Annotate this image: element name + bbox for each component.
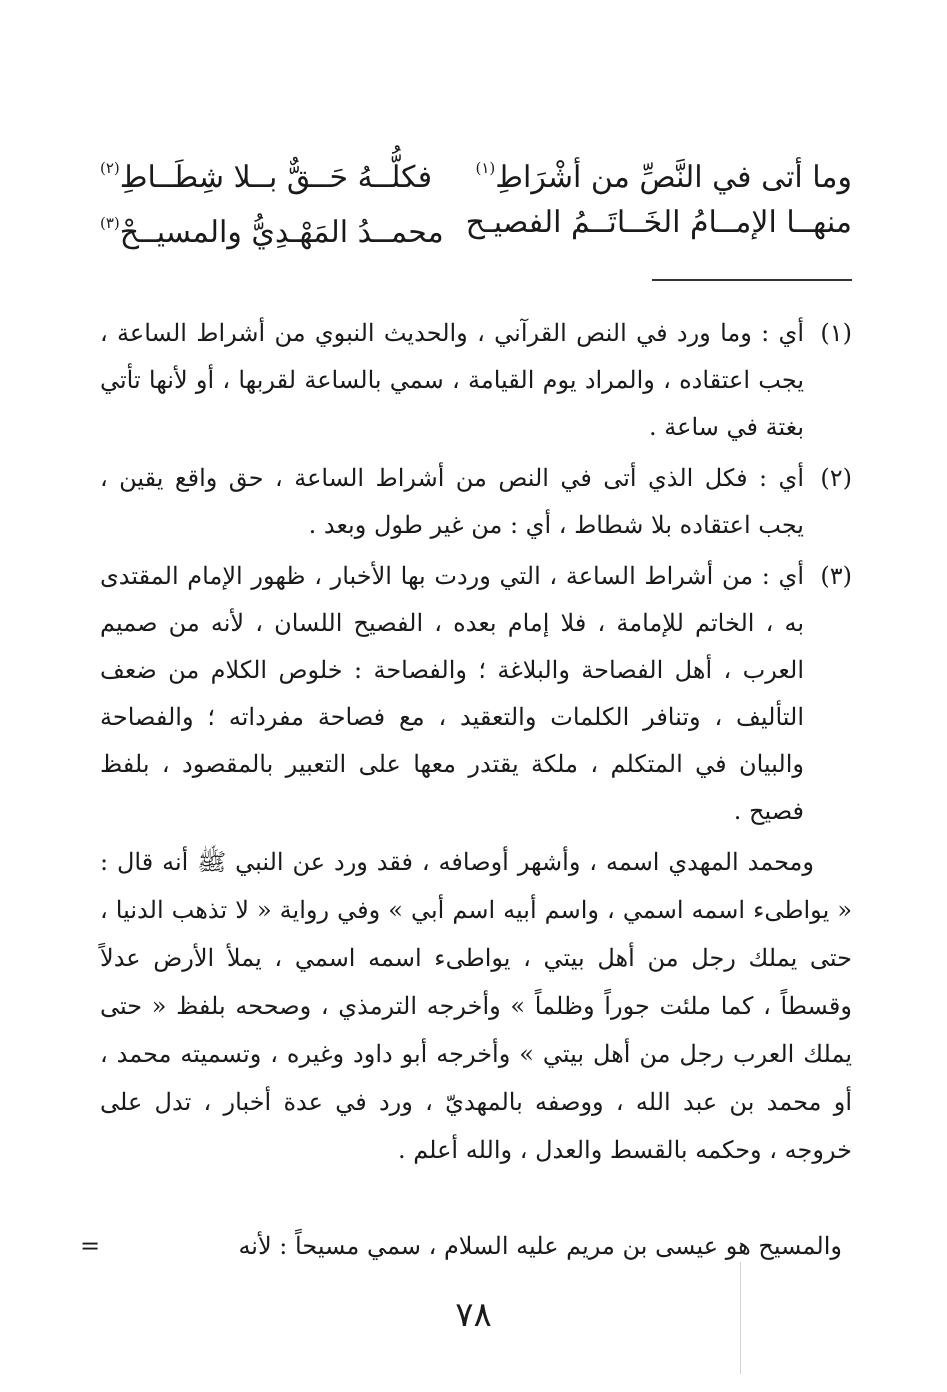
- footnote-number: (١): [820, 319, 852, 347]
- footnote-1: [100, 310, 852, 451]
- footnote-text: أي : فكل الذي أتى في النص من أشراط الساعة ، حق واقع يقين ، يجب اعتقاده بلا شطاط ، أي : من غير طول وبعد .: [100, 464, 804, 539]
- verse-1-first-hemistich: [476, 143, 853, 203]
- footnote-separator: [652, 279, 852, 281]
- footnote-ref-1[interactable]: (١): [475, 159, 496, 177]
- page-number: ٧٨: [455, 1295, 492, 1335]
- verse-1-second-text: فكلُّــهُ حَــقٌّ بــلا شِطَــاطِ: [119, 160, 433, 195]
- continuation-mark: =: [80, 1232, 101, 1260]
- poem-verse-2: [100, 198, 852, 248]
- footnote-text: أي : وما ورد في النص القرآني ، والحديث النبوي من أشراط الساعة ، يجب اعتقاده ، والمراد يوم القيامة ، سمي بالساعة لقربها ، أو لأنها تأتي بغتة في ساعة .: [100, 319, 804, 441]
- footnote-number: (٢): [820, 464, 852, 492]
- commentary-paragraph-mahdi: ومحمد المهدي اسمه ، وأشهر أوصافه ، فقد ورد عن النبي ﷺ أنه قال : « يواطىء اسمه اسمي ، واسم أبيه اسم أبي » وفي رواية « لا تذهب الدنيا ، حتى يملك رجل من أهل بيتي ، يواطىء اسمه اسمي ، يملأ الأرض عدلاً وقسطاً ، كما ملئت جوراً وظلماً » وأخرجه الترمذي ، وصححه بلفظ « حتى يملك العرب رجل من أهل بيتي » وأخرجه أبو داود وغيره ، وتسميته محمد ، أو محمد بن عبد الله ، ووصفه بالمهديّ ، ورد في عدة أخبار ، تدل على خروجه ، وحكمه بالقسط والعدل ، والله أعلم .: [100, 848, 852, 1164]
- footnote-text: أي : من أشراط الساعة ، التي وردت بها الأخبار ، ظهور الإمام المقتدى به ، الخاتم للإمامة ، فلا إمام بعده ، الفصيح اللسان ، لأنه من صميم العرب ، أهل الفصاحة والبلاغة ؛ والفصاحة : خلوص الكلام من ضعف التأليف ، وتنافر الكلمات والتعقيد ، مع فصاحة مفرداته ؛ والفصاحة والبيان في المتكلم ، ملكة يقتدر معها على التعبير بالمقصود ، بلفظ فصيح .: [100, 562, 804, 825]
- verse-1-second-hemistich: [100, 143, 432, 203]
- commentary-paragraph-messiah: والمسيح هو عيسى بن مريم عليه السلام ، سمي مسيحاً : لأنه: [238, 1232, 842, 1260]
- footnote-3: [100, 553, 852, 835]
- verse-2-first-text: منهــا الإمــامُ الخَــاتَــمُ الفصيـح: [465, 205, 852, 240]
- footnote-number: (٣): [820, 562, 852, 590]
- verse-2-second-text: محمــدُ المَهْـدِيُّ والمسيــحْ: [119, 215, 444, 250]
- footnote-ref-3[interactable]: (٣): [100, 214, 120, 232]
- verse-2-first-hemistich: [466, 198, 852, 248]
- footnote-ref-2[interactable]: (٢): [100, 159, 120, 177]
- verse-2-second-hemistich: [100, 198, 444, 258]
- footnote-2: [100, 455, 852, 549]
- poem-verse-1: [100, 143, 852, 193]
- verse-1-first-text: وما أتى في النَّصِّ من أشْرَاطِ: [495, 160, 852, 195]
